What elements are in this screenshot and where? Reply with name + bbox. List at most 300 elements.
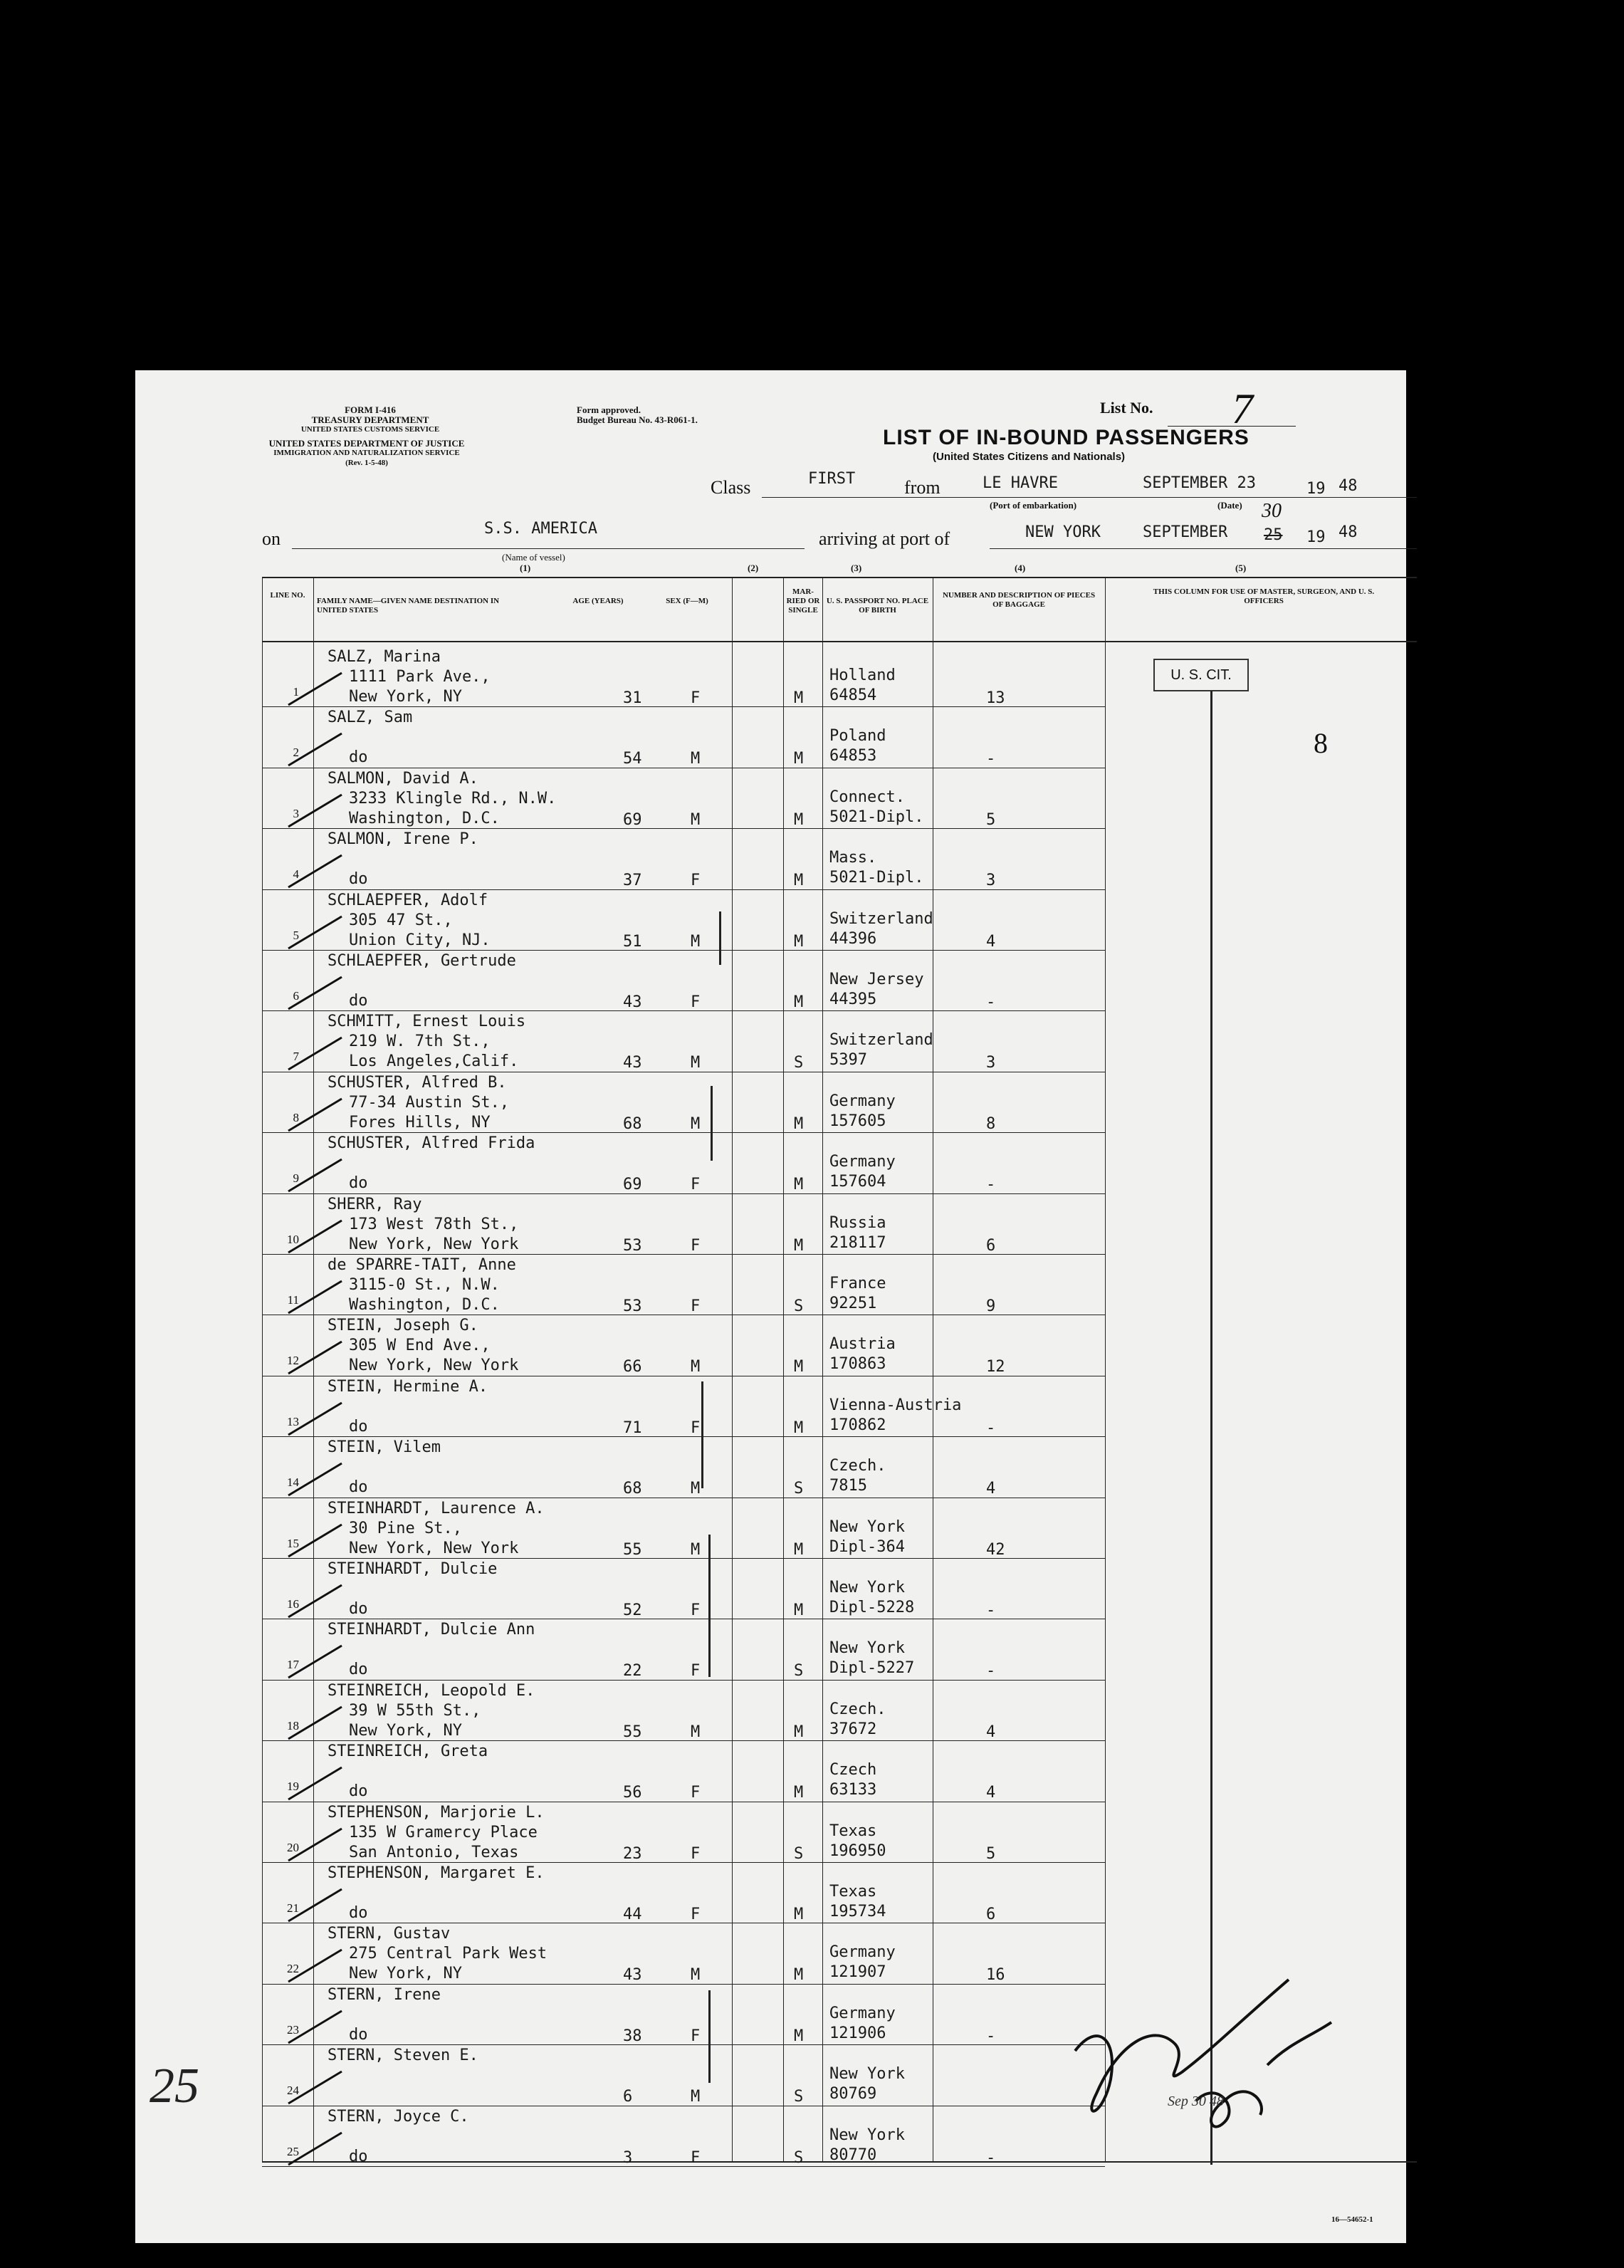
passenger-name: SCHLAEPFER, Adolf <box>328 891 488 909</box>
address-line-2: do <box>349 992 368 1010</box>
col-header-passport: U. S. PASSPORT NO. PLACE OF BIRTH <box>826 597 929 615</box>
year-departure: 48 <box>1339 477 1358 495</box>
address-line-2: New York, New York <box>349 1539 519 1557</box>
address-line-1: 1111 Park Ave., <box>349 668 491 686</box>
sex: F <box>691 1844 701 1863</box>
passenger-name: de SPARRE-TAIT, Anne <box>328 1256 516 1274</box>
address-line-2: San Antonio, Texas <box>349 1843 519 1861</box>
marital-status: M <box>794 810 804 829</box>
place-of-birth: France <box>829 1275 886 1292</box>
passport-number: 218117 <box>829 1233 886 1252</box>
baggage-count: 13 <box>986 689 1005 707</box>
sex: F <box>691 1601 701 1619</box>
place-of-birth: Czech. <box>829 1457 886 1475</box>
passenger-name: STEIN, Hermine A. <box>328 1377 488 1396</box>
page-subtitle: (United States Citizens and Nationals) <box>933 451 1126 463</box>
dept-treasury: TREASURY DEPARTMENT <box>311 414 429 425</box>
place-of-birth: New York <box>829 1579 905 1597</box>
age: 69 <box>623 1176 642 1194</box>
baggage-count: 5 <box>986 810 996 829</box>
class-value: FIRST <box>808 470 856 488</box>
marital-status: S <box>794 1844 804 1863</box>
address-line-1: 219 W. 7th St., <box>349 1033 491 1051</box>
line-number: 19 <box>287 1780 299 1794</box>
address-line-2: Union City, NJ. <box>349 931 491 949</box>
place-of-birth: Russia <box>829 1213 886 1232</box>
marital-status: M <box>794 1784 804 1802</box>
officer-note: 8 <box>1314 727 1328 759</box>
col-5-marker: (5) <box>1235 563 1247 573</box>
passport-number: 64853 <box>829 747 877 765</box>
passenger-name: STEIN, Joseph G. <box>328 1317 478 1335</box>
line-number: 6 <box>293 989 299 1003</box>
sex: M <box>691 1723 701 1741</box>
baggage-count: 6 <box>986 1236 996 1255</box>
baggage-count: 4 <box>986 1480 996 1498</box>
passenger-name: STERN, Gustav <box>328 1925 451 1943</box>
marital-status: M <box>794 1418 804 1437</box>
baggage-count: 6 <box>986 1906 996 1923</box>
address-line-2: do <box>349 1904 368 1922</box>
col-header-sex: SEX (F—M) <box>666 597 708 605</box>
sex: M <box>691 1114 701 1133</box>
check-mark-icon <box>285 1822 349 1864</box>
place-of-birth: Germany <box>829 1153 896 1171</box>
signature-date: Sep 30 48 <box>1168 2094 1224 2109</box>
baggage-count: 4 <box>986 1723 996 1741</box>
line-number: 7 <box>293 1050 299 1064</box>
passenger-name: SALZ, Sam <box>328 709 413 727</box>
row-divider <box>262 1558 1105 1559</box>
age: 56 <box>623 1784 642 1802</box>
address-line-1: 173 West 78th St., <box>349 1215 519 1233</box>
line-number: 3 <box>293 806 299 820</box>
place-of-birth: New York <box>829 1639 905 1658</box>
passport-number: 80769 <box>829 2085 877 2104</box>
age: 23 <box>623 1844 642 1863</box>
line-number: 20 <box>287 1840 299 1854</box>
col-header-age: AGE (YEARS) <box>572 597 624 605</box>
place-of-birth: Czech. <box>829 1700 886 1718</box>
place-of-birth: Holland <box>829 667 896 684</box>
age: 43 <box>623 993 642 1011</box>
place-of-birth: New York <box>829 2126 905 2144</box>
row-divider <box>262 1740 1105 1741</box>
passenger-name: SCHMITT, Ernest Louis <box>328 1013 526 1031</box>
sex: F <box>691 1784 701 1802</box>
line-number: 12 <box>287 1354 299 1368</box>
sex: F <box>691 2027 701 2045</box>
place-of-birth: Germany <box>829 2004 896 2022</box>
row-divider <box>262 828 1105 829</box>
passenger-name: STERN, Irene <box>328 1985 441 2004</box>
address-line-1: 3115-0 St., N.W. <box>349 1276 500 1294</box>
age: 54 <box>623 750 642 768</box>
passport-number: 196950 <box>829 1841 886 1860</box>
col-2-marker: (2) <box>748 563 759 573</box>
marital-status: M <box>794 1358 804 1376</box>
passenger-name: SALMON, David A. <box>328 769 478 788</box>
passport-number: 80770 <box>829 2146 877 2164</box>
row-divider <box>262 706 1105 707</box>
passport-number: 157604 <box>829 1173 886 1191</box>
line-number: 10 <box>287 1232 299 1246</box>
address-line-2: do <box>349 2147 368 2165</box>
col-header-officers: THIS COLUMN FOR USE OF MASTER, SURGEON, AND U. S. OFFICERS <box>1153 587 1375 605</box>
passport-number: 157605 <box>829 1112 886 1130</box>
marital-status: M <box>794 1114 804 1133</box>
side-number: 25 <box>150 2059 199 2113</box>
manifest-sheet <box>135 370 1406 2243</box>
place-of-birth: Germany <box>829 1092 896 1110</box>
row-divider <box>262 1984 1105 1985</box>
line-number: 24 <box>287 2084 299 2098</box>
address-line-2: do <box>349 2025 368 2044</box>
line-number: 23 <box>287 2022 299 2037</box>
check-mark-icon <box>285 726 349 769</box>
passenger-name: SCHLAEPFER, Gertrude <box>328 952 516 970</box>
address-line-1: 275 Central Park West <box>349 1945 548 1963</box>
passport-number: 92251 <box>829 1295 877 1312</box>
year-arrival: 48 <box>1339 523 1358 541</box>
footer-code: 16—54652-1 <box>1331 2215 1373 2224</box>
age: 31 <box>623 689 642 707</box>
check-mark-icon <box>285 1578 349 1621</box>
marital-status: M <box>794 1540 804 1559</box>
age: 52 <box>623 1601 642 1619</box>
line-number: 1 <box>293 685 299 699</box>
address-line-1: 135 W Gramercy Place <box>349 1823 538 1841</box>
address-line-1: 77-34 Austin St., <box>349 1093 510 1112</box>
baggage-count: - <box>986 1662 996 1681</box>
us-citizen-stamp: U. S. CIT. <box>1153 659 1249 691</box>
check-mark-icon <box>285 909 349 952</box>
sex: M <box>691 1358 701 1376</box>
check-mark-icon <box>285 1334 349 1377</box>
sex: F <box>691 1662 701 1681</box>
sex: F <box>691 1418 701 1437</box>
address-line-2: do <box>349 748 368 767</box>
line-number: 17 <box>287 1658 299 1672</box>
row-divider <box>262 889 1105 890</box>
place-of-birth: Vienna-Austria <box>829 1396 962 1414</box>
check-mark-icon <box>285 1274 349 1317</box>
year-prefix-1: 19 <box>1306 480 1326 498</box>
marital-status: M <box>794 750 804 768</box>
marital-status: S <box>794 1662 804 1681</box>
baggage-count: 4 <box>986 1784 996 1802</box>
marital-status: S <box>794 1297 804 1315</box>
arrival-day-crossed: 25 <box>1264 526 1283 544</box>
on-label: on <box>262 528 281 549</box>
marital-status: M <box>794 1906 804 1923</box>
sex: M <box>691 1054 701 1072</box>
row-divider <box>262 1680 1105 1681</box>
baggage-count: 9 <box>986 1297 996 1315</box>
baggage-count: - <box>986 1176 996 1194</box>
passenger-name: SALMON, Irene P. <box>328 830 478 849</box>
line-number: 22 <box>287 1962 299 1976</box>
passport-number: 7815 <box>829 1477 867 1495</box>
check-mark-icon <box>285 1517 349 1560</box>
line-number: 5 <box>293 928 299 942</box>
age: 69 <box>623 810 642 829</box>
age: 53 <box>623 1236 642 1255</box>
passenger-name: SHERR, Ray <box>328 1195 422 1213</box>
line-number: 13 <box>287 1414 299 1428</box>
port-embarkation: LE HAVRE <box>983 474 1058 492</box>
check-mark-icon <box>285 1700 349 1742</box>
row-divider <box>262 1436 1105 1437</box>
baggage-count: - <box>986 750 996 768</box>
col-header-married: MAR-RIED OR SINGLE <box>786 587 820 615</box>
baggage-count: 12 <box>986 1358 1005 1376</box>
baggage-count: - <box>986 2148 996 2167</box>
age: 68 <box>623 1480 642 1498</box>
revision: (Rev. 1-5-48) <box>345 459 388 467</box>
address-line-1: 39 W 55th St., <box>349 1701 481 1720</box>
passenger-name: STEPHENSON, Marjorie L. <box>328 1803 545 1822</box>
age: 43 <box>623 1966 642 1985</box>
page-title: LIST OF IN-BOUND PASSENGERS <box>883 426 1250 449</box>
baggage-count: - <box>986 993 996 1011</box>
address-line-1: 305 W End Ave., <box>349 1337 491 1355</box>
sex: M <box>691 1540 701 1559</box>
passport-number: 121906 <box>829 2024 886 2042</box>
check-mark-icon <box>285 970 349 1013</box>
check-mark-icon <box>285 2126 349 2168</box>
check-mark-icon <box>285 788 349 830</box>
col-3-marker: (3) <box>851 563 862 573</box>
passenger-name: STEIN, Vilem <box>328 1438 441 1457</box>
address-line-2: New York, NY <box>349 688 462 706</box>
check-mark-icon <box>285 666 349 709</box>
sex: F <box>691 1297 701 1315</box>
row-divider <box>262 1862 1105 1863</box>
marital-status: M <box>794 1236 804 1255</box>
passport-number: 5021-Dipl. <box>829 869 924 887</box>
marital-status: M <box>794 689 804 707</box>
line-number: 16 <box>287 1597 299 1611</box>
address-line-2: New York, New York <box>349 1235 519 1253</box>
passenger-name: STEINHARDT, Laurence A. <box>328 1499 545 1517</box>
age: 68 <box>623 1114 642 1133</box>
arrival-day-handwritten: 30 <box>1262 500 1282 522</box>
passenger-name: STEINHARDT, Dulcie <box>328 1560 498 1578</box>
place-of-birth: Mass. <box>829 849 877 867</box>
budget-bureau: Budget Bureau No. 43-R061-1. <box>577 414 698 425</box>
dept-ins: IMMIGRATION AND NATURALIZATION SERVICE <box>273 449 460 457</box>
marital-status: M <box>794 993 804 1011</box>
arrival-port: NEW YORK <box>1025 523 1101 541</box>
age: 6 <box>623 2088 633 2106</box>
line-number: 14 <box>287 1475 299 1490</box>
col-header-line: LINE NO. <box>270 591 305 600</box>
col-1-marker: (1) <box>520 563 531 573</box>
marital-status: S <box>794 1480 804 1498</box>
passenger-name: STEINREICH, Greta <box>328 1742 488 1761</box>
passport-number: 170862 <box>829 1416 886 1434</box>
form-approved: Form approved. <box>577 404 641 415</box>
passport-number: 5397 <box>829 1051 867 1070</box>
inspector-signature <box>1054 1937 1353 2143</box>
class-label: Class <box>711 477 751 498</box>
check-mark-icon <box>285 1092 349 1134</box>
check-mark-icon <box>285 1639 349 1681</box>
sex: M <box>691 1966 701 1985</box>
arriving-label: arriving at port of <box>819 528 950 549</box>
col-header-baggage: NUMBER AND DESCRIPTION OF PIECES OF BAGGAGE <box>942 591 1096 609</box>
line-number: 18 <box>287 1718 299 1733</box>
passport-number: 63133 <box>829 1781 877 1799</box>
age: 22 <box>623 1662 642 1681</box>
line-number: 11 <box>287 1293 299 1307</box>
place-of-birth: New York <box>829 1517 905 1536</box>
line-number: 15 <box>287 1536 299 1550</box>
sex: M <box>691 810 701 829</box>
marital-status: S <box>794 2148 804 2167</box>
marital-status: M <box>794 932 804 951</box>
marital-status: M <box>794 872 804 890</box>
dept-customs: UNITED STATES CUSTOMS SERVICE <box>300 425 440 434</box>
line-number: 4 <box>293 867 299 882</box>
check-mark-icon <box>285 1213 349 1256</box>
age: 3 <box>623 2148 633 2167</box>
row-divider <box>262 1193 1105 1194</box>
age: 51 <box>623 932 642 951</box>
passport-number: 121907 <box>829 1963 886 1982</box>
address-line-1: 30 Pine St., <box>349 1519 462 1537</box>
address-line-2: do <box>349 1600 368 1618</box>
sex: F <box>691 1176 701 1194</box>
row-divider <box>262 950 1105 951</box>
passenger-name: SCHUSTER, Alfred Frida <box>328 1134 535 1153</box>
port-embarkation-label: (Port of embarkation) <box>990 500 1077 511</box>
age: 71 <box>623 1418 642 1437</box>
marital-status: M <box>794 1601 804 1619</box>
col-4-marker: (4) <box>1015 563 1026 573</box>
address-line-2: do <box>349 1661 368 1679</box>
line-number: 9 <box>293 1171 299 1186</box>
place-of-birth: New Jersey <box>829 971 924 988</box>
row-divider <box>262 2166 1105 2167</box>
marital-status: M <box>794 1723 804 1741</box>
year-prefix-2: 19 <box>1306 528 1326 546</box>
baggage-count: 42 <box>986 1540 1005 1559</box>
baggage-count: - <box>986 1418 996 1437</box>
check-mark-icon <box>285 1456 349 1499</box>
line-number: 25 <box>287 2144 299 2158</box>
row-divider <box>262 1132 1105 1133</box>
check-mark-icon <box>285 2064 349 2107</box>
passenger-name: SALZ, Marina <box>328 648 441 666</box>
sex: F <box>691 993 701 1011</box>
passport-number: 170863 <box>829 1355 886 1374</box>
from-label: from <box>904 477 941 498</box>
place-of-birth: Texas <box>829 1883 877 1901</box>
baggage-count: - <box>986 1601 996 1619</box>
check-mark-icon <box>285 1152 349 1195</box>
address-line-2: do <box>349 870 368 889</box>
check-mark-icon <box>285 1943 349 1985</box>
address-line-2: New York, New York <box>349 1357 519 1375</box>
age: 43 <box>623 1054 642 1072</box>
vessel-label: (Name of vessel) <box>502 552 565 563</box>
passport-number: 64854 <box>829 686 877 704</box>
place-of-birth: Austria <box>829 1335 896 1354</box>
list-no-handwritten: 7 <box>1232 385 1253 432</box>
line-number: 21 <box>287 1901 299 1915</box>
baggage-count: 5 <box>986 1844 996 1863</box>
row-divider <box>262 1254 1105 1255</box>
place-of-birth: Connect. <box>829 788 905 806</box>
baggage-count: 4 <box>986 932 996 951</box>
marital-status: S <box>794 2088 804 2106</box>
col-header-name: FAMILY NAME—GIVEN NAME DESTINATION IN UNITED STATES <box>317 597 500 615</box>
passenger-name: STERN, Joyce C. <box>328 2107 469 2126</box>
address-line-2: Washington, D.C. <box>349 809 500 827</box>
baggage-count: - <box>986 2027 996 2045</box>
marital-status: M <box>794 1966 804 1985</box>
passenger-name: STEPHENSON, Margaret E. <box>328 1864 545 1882</box>
sex: M <box>691 1480 701 1498</box>
address-line-2: Fores Hills, NY <box>349 1113 491 1132</box>
place-of-birth: Switzerland <box>829 909 933 928</box>
baggage-count: 16 <box>986 1966 1005 1985</box>
check-mark-icon <box>285 2004 349 2047</box>
passenger-name: STERN, Steven E. <box>328 2047 478 2065</box>
sex: M <box>691 750 701 768</box>
place-of-birth: Germany <box>829 1943 896 1962</box>
passport-number: 5021-Dipl. <box>829 808 924 826</box>
check-mark-icon <box>285 1882 349 1925</box>
age: 44 <box>623 1906 642 1923</box>
place-of-birth: Switzerland <box>829 1031 933 1050</box>
sex: F <box>691 1906 701 1923</box>
age: 53 <box>623 1297 642 1315</box>
line-number: 8 <box>293 1110 299 1124</box>
marital-status: M <box>794 2027 804 2045</box>
passenger-name: SCHUSTER, Alfred B. <box>328 1073 507 1092</box>
passport-number: Dipl-5228 <box>829 1599 915 1616</box>
address-line-2: Washington, D.C. <box>349 1296 500 1314</box>
marital-status: S <box>794 1054 804 1072</box>
list-no-label: List No. <box>1100 399 1153 417</box>
address-line-2: do <box>349 1417 368 1436</box>
place-of-birth: Texas <box>829 1822 877 1840</box>
sex: F <box>691 1236 701 1255</box>
place-of-birth: Czech <box>829 1761 877 1780</box>
baggage-count: 3 <box>986 872 996 890</box>
address-line-2: New York, NY <box>349 1721 462 1740</box>
check-mark-icon <box>285 1760 349 1803</box>
passport-number: Dipl-364 <box>829 1537 905 1556</box>
passport-number: 37672 <box>829 1720 877 1738</box>
address-line-2: do <box>349 1478 368 1497</box>
check-mark-icon <box>285 1030 349 1073</box>
age: 55 <box>623 1540 642 1559</box>
address-line-1: 3233 Klingle Rd., N.W. <box>349 789 557 808</box>
sex: F <box>691 872 701 890</box>
sex: F <box>691 689 701 707</box>
baggage-count: 8 <box>986 1114 996 1133</box>
date-label: (Date) <box>1217 500 1242 511</box>
place-of-birth: New York <box>829 2065 905 2084</box>
passenger-name: STEINHARDT, Dulcie Ann <box>328 1621 535 1639</box>
address-line-2: New York, NY <box>349 1965 462 1983</box>
place-of-birth: Poland <box>829 727 886 746</box>
passport-number: 44396 <box>829 929 877 948</box>
